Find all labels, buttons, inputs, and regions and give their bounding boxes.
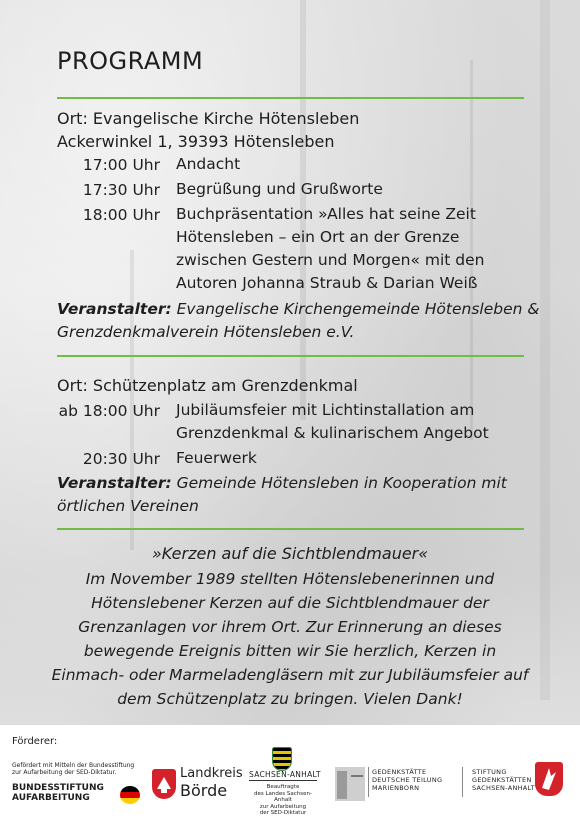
stiftung-line: SACHSEN-ANHALT [472,784,535,792]
event-description: Grenzdenkmal & kulinarischem Angebot [176,424,489,442]
german-flag-icon [120,786,140,804]
hoetensleben-coat-of-arms-icon [535,762,563,796]
page-title: PROGRAMM [57,47,204,75]
watchtower-icon [333,761,367,807]
organizer-label: Veranstalter: [57,300,172,318]
bundesstiftung-name-line: BUNDESSTIFTUNG [12,783,104,793]
quote-line: bewegende Ereignis bitten wir Sie herzlich, Kerzen in [83,642,497,660]
green-divider [57,355,524,357]
sponsors-label: Förderer: [12,736,58,747]
gedenkstaette-text [372,768,442,792]
coat-of-arms-icon [272,747,292,771]
stiftung-line: GEDENKSTÄTTEN [472,776,532,784]
divider [249,780,317,781]
bundesstiftung-note-line: zur Aufarbeitung der SED-Diktatur. [12,769,117,776]
landkreis-shield-icon [152,769,176,799]
sachsen-anhalt-label: SACHSEN-ANHALT [249,770,321,779]
event-description: Jubiläumsfeier mit Lichtinstallation am [176,401,475,419]
quote-line: Grenzanlagen vor ihrem Ort. Zur Erinnerung an dieses [78,618,502,636]
address-line: Ackerwinkel 1, 39393 Hötensleben [57,132,335,151]
location-heading: Ort: Evangelische Kirche Hötensleben [57,109,360,128]
green-divider [57,528,524,530]
beauftragte-line: des Landes Sachsen-Anhalt [254,790,312,803]
event-time: 20:30 Uhr [82,450,160,468]
organizer-label: Veranstalter: [57,474,172,492]
event-time: 17:30 Uhr [82,181,160,199]
boerde-label: Börde [180,781,228,800]
organizer-text: örtlichen Vereinen [57,497,199,515]
bundesstiftung-note-line: Gefördert mit Mitteln der Bundesstiftung [12,762,135,769]
quote-line: Im November 1989 stellten Hötenslebenerinnen und [85,570,495,588]
bundesstiftung-note [12,762,134,776]
event-description: Begrüßung und Grußworte [176,180,383,198]
event-description: Hötensleben – ein Ort an der Grenze [176,228,460,246]
quote-title: »Kerzen auf die Sichtblendmauer« [151,544,429,563]
organizer-line [57,472,507,495]
landkreis-label: Landkreis [180,766,243,781]
event-description: Feuerwerk [176,449,257,467]
green-divider [57,97,524,99]
organizer-text: Gemeinde Hötensleben in Kooperation mit [171,474,507,492]
gedenkstaette-line: GEDENKSTÄTTE [372,768,427,776]
location-heading: Ort: Schützenplatz am Grenzdenkmal [57,376,358,395]
beauftragte-text [249,784,317,817]
quote-line: Einmach- oder Marmeladengläsern mit zur Jubiläumsfeier auf [51,666,529,684]
sponsor-footer [0,725,580,818]
quote-line: dem Schützenplatz zu bringen. Vielen Dank! [117,690,463,708]
divider [462,767,463,797]
event-time: 17:00 Uhr [82,156,160,174]
gedenkstaette-line: DEUTSCHE TEILUNG [372,776,443,784]
bundesstiftung-name-line: AUFARBEITUNG [12,793,90,803]
divider [368,767,369,797]
event-description: Autoren Johanna Straub & Darian Weiß [176,274,478,292]
gedenkstaette-line: MARIENBORN [372,784,420,792]
event-time: ab 18:00 Uhr [58,402,160,420]
organizer-text: Evangelische Kirchengemeinde Hötensleben & [171,300,540,318]
beauftragte-line: Beauftragte [266,784,300,790]
event-description: Buchpräsentation »Alles hat seine Zeit [176,205,476,223]
organizer-line [57,298,540,321]
event-description: zwischen Gestern und Morgen« mit den [176,251,485,269]
bundesstiftung-name [12,783,104,803]
event-description: Andacht [176,155,241,173]
stiftung-text [472,768,535,792]
event-time: 18:00 Uhr [82,206,160,224]
beauftragte-line: zur Aufarbeitung [259,803,307,810]
organizer-text: Grenzdenkmalverein Hötensleben e.V. [57,323,355,341]
beauftragte-line: der SED-Diktatur [259,810,307,816]
stiftung-line: STIFTUNG [472,768,507,776]
quote-line: Hötenslebener Kerzen auf die Sichtblendmauer der [91,594,489,612]
